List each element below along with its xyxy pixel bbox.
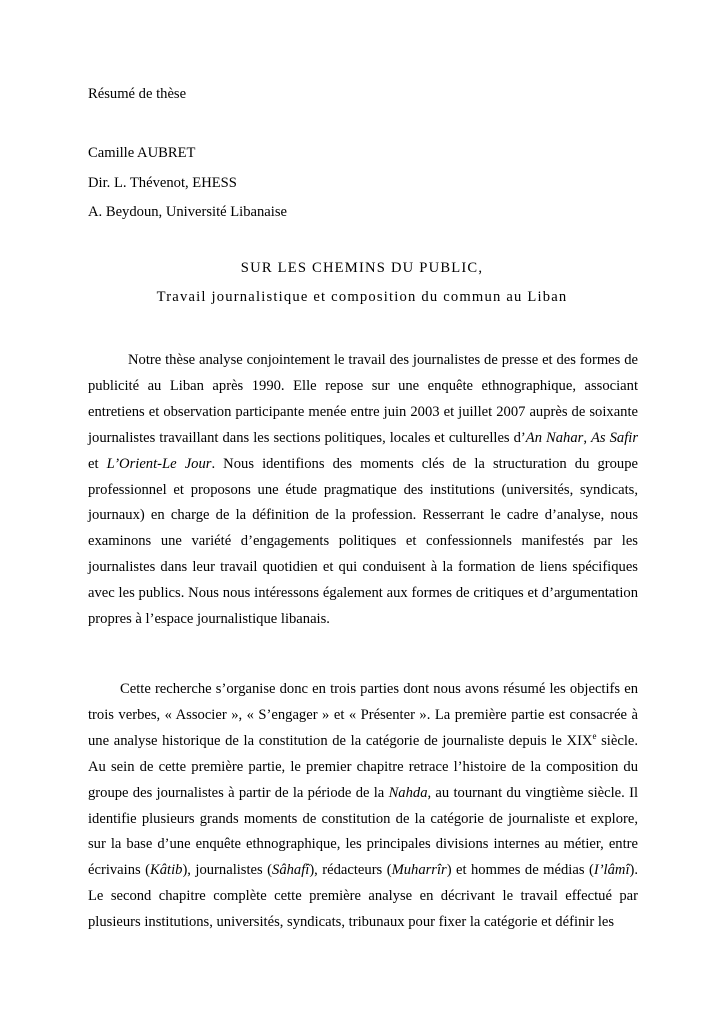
term-nahda: Nahda <box>388 784 428 801</box>
term-katib: Kâtib <box>150 862 183 879</box>
doc-type-label: Résumé de thèse <box>88 86 187 102</box>
term-sahafi: Sâhafî <box>272 862 310 879</box>
thesis-title: SUR LES CHEMINS DU PUBLIC, <box>240 260 484 276</box>
abstract-paragraph-1: Notre thèse analyse conjointement le travail des journalistes de presse et des formes de publicité au Liban après 1990. Elle repose sur une enquête ethnographique, associant entretiens et observation participante menée entre juin 2003 et juillet 2007 auprès de soixante journalistes travaillant dans les sections politiques, locales et culturelles d’An Nahar, As Safir et L’Orient-Le Jour. Nous identifions des moments clés de la structuration du groupe professionnel et proposons une étude pragmatique des institutions (universités, syndicats, journaux) en charge de la définition de la profession. Resserrant le cadre d’analyse, nous examinons une variété d’engagements politiques et confessionnels manifestés par les journalistes dans leur travail quotidien et qui conduisent à la formation de liens spécifiques avec les publics. Nous nous intéressons également aux formes de critiques et d’argumentation propres à l’espace journalistique libanais. <box>88 352 639 628</box>
author-name: Camille AUBRET <box>88 145 196 161</box>
thesis-director: Dir. L. Thévenot, EHESS <box>88 175 237 191</box>
century-superscript: e <box>592 730 597 741</box>
term-ilami: I’lâmî <box>593 862 630 879</box>
thesis-subtitle: Travail journalistique et composition du commun au Liban <box>156 289 568 305</box>
thesis-codirector: A. Beydoun, Université Libanaise <box>88 204 287 220</box>
newspaper-as-safir: As Safir <box>591 429 639 446</box>
newspaper-an-nahar: An Nahar <box>525 429 584 446</box>
term-muharrir: Muharrîr <box>391 862 447 879</box>
newspaper-orient-le-jour: L’Orient-Le Jour <box>106 455 212 472</box>
abstract-paragraph-2: Cette recherche s’organise donc en trois parties dont nous avons résumé les objectifs en trois verbes, « Associer », « S’engager » et « Présenter ». La première partie est consacrée à une analyse historique de la constitution de la catégorie de journaliste depuis le XIXe siècle. Au sein de cette première partie, le premier chapitre retrace l’histoire de la composition du groupe des journalistes à partir de la période de la Nahda, au tournant du vingtième siècle. Il identifie plusieurs grands moments de constitution de la catégorie de journaliste et explore, sur la base d’une enquête ethnographique, les principales divisions internes au métier, entre écrivains (Kâtib), journalistes (Sâhafî), rédacteurs (Muharrîr) et hommes de médias (I’lâmî). Le second chapitre complète cette première analyse en décrivant le travail effectué par plusieurs institutions, universités, syndicats, tribunaux pour fixer la catégorie et définir les <box>88 681 639 931</box>
